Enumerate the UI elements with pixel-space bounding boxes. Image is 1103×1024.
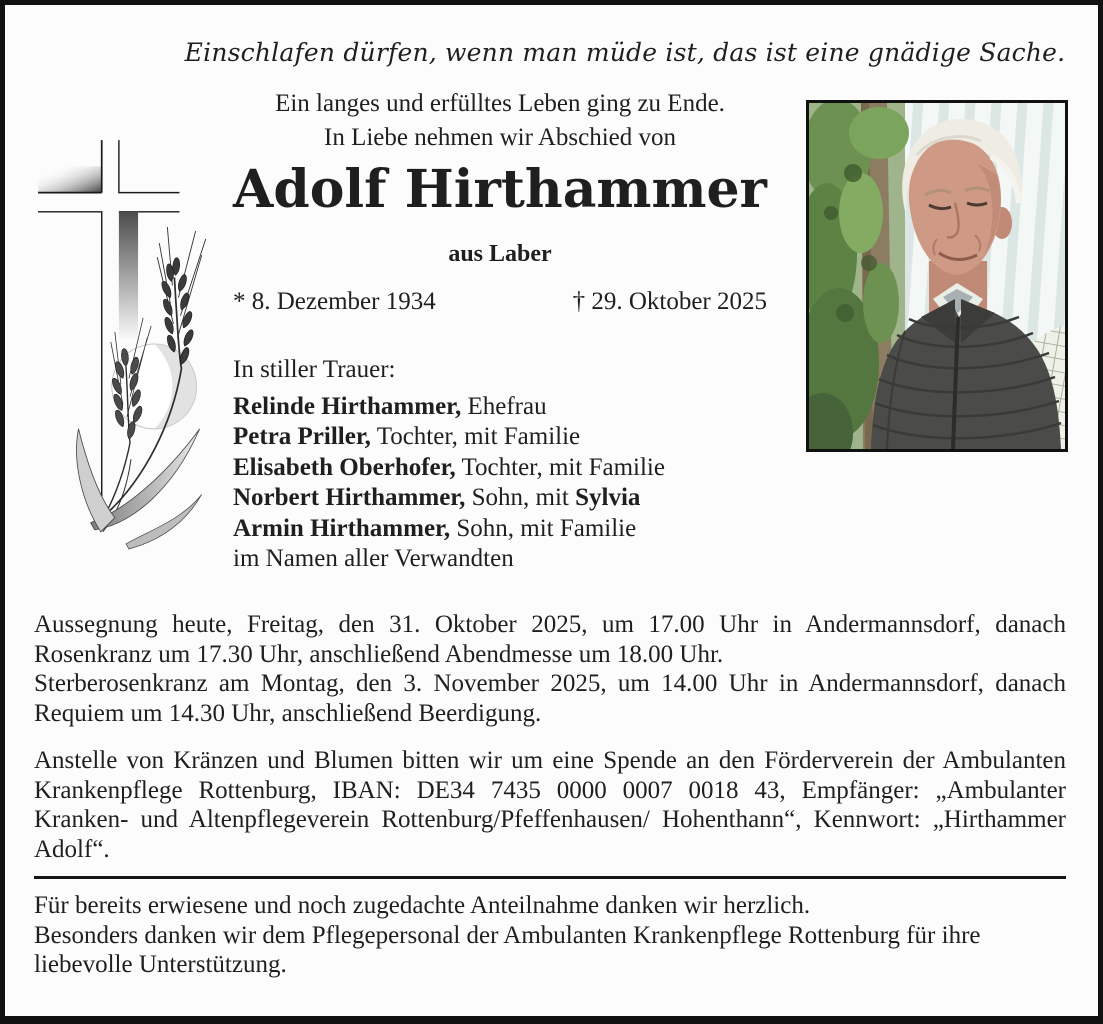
divider-rule bbox=[34, 876, 1066, 879]
mourning-label: In stiller Trauer: bbox=[233, 356, 396, 383]
mourner-line: Norbert Hirthammer, Sohn, mit Sylvia bbox=[233, 484, 641, 512]
birth-date: * 8. Dezember 1934 bbox=[233, 288, 436, 315]
schedule-paragraph-1: Aussegnung heute, Freitag, den 31. Oktober 2025, um 17.00 Uhr in Andermannsdorf, danach Rosenkranz um 17.30 Uhr, anschließend Abendmesse um 18.00 Uhr. bbox=[34, 611, 1066, 668]
schedule-paragraph-2: Sterberosenkranz am Montag, den 3. November 2025, um 14.00 Uhr in Andermannsdorf, danach Requiem um 14.30 Uhr, anschließend Beerdigung. bbox=[34, 670, 1066, 727]
portrait-photo bbox=[806, 100, 1068, 452]
mourner-line: Petra Priller, Tochter, mit Familie bbox=[233, 423, 581, 451]
cross-wheat-icon bbox=[30, 126, 232, 550]
funeral-info-block bbox=[34, 610, 1066, 864]
intro-line-2: In Liebe nehmen wir Abschied von bbox=[324, 124, 676, 151]
epitaph-quote: Einschlafen dürfen, wenn man müde ist, das ist eine gnädige Sache. bbox=[184, 38, 1066, 67]
death-date: † 29. Oktober 2025 bbox=[572, 288, 767, 315]
mourner-line: Armin Hirthammer, Sohn, mit Familie bbox=[233, 514, 637, 542]
mourner-line: Elisabeth Oberhofer, Tochter, mit Familie bbox=[233, 453, 665, 481]
announcement-column bbox=[233, 0, 767, 600]
deceased-name: Adolf Hirthammer bbox=[233, 159, 767, 220]
intro-line-1: Ein langes und erfülltes Leben ging zu Ende. bbox=[275, 90, 725, 117]
thanks-paragraph-1: Für bereits erwiesene und noch zugedachte Anteilnahme danken wir herzlich. bbox=[34, 892, 811, 919]
mourner-line: Relinde Hirthammer, Ehefrau bbox=[233, 393, 547, 420]
donation-paragraph: Anstelle von Kränzen und Blumen bitten wir um eine Spende an den Förderverein der Ambulanten Krankenpflege Rottenburg, IBAN: DE34 7435 0000 0007 0018 43, Empfänger: „Ambulanter Kranken- und Altenpflegeverein Rottenburg/Pfeffenhausen/ Hohenthann“, Kennwort: „Hirthammer Adolf“. bbox=[34, 747, 1066, 863]
deceased-origin: aus Laber bbox=[448, 241, 552, 267]
mourners-list bbox=[233, 392, 793, 574]
thanks-block bbox=[34, 891, 1066, 980]
mourner-line: im Namen aller Verwandten bbox=[233, 545, 514, 573]
thanks-paragraph-2: Besonders danken wir dem Pflegepersonal der Ambulanten Krankenpflege Rottenburg für ihre liebevolle Unterstützung. bbox=[34, 921, 981, 978]
life-dates bbox=[233, 288, 767, 316]
